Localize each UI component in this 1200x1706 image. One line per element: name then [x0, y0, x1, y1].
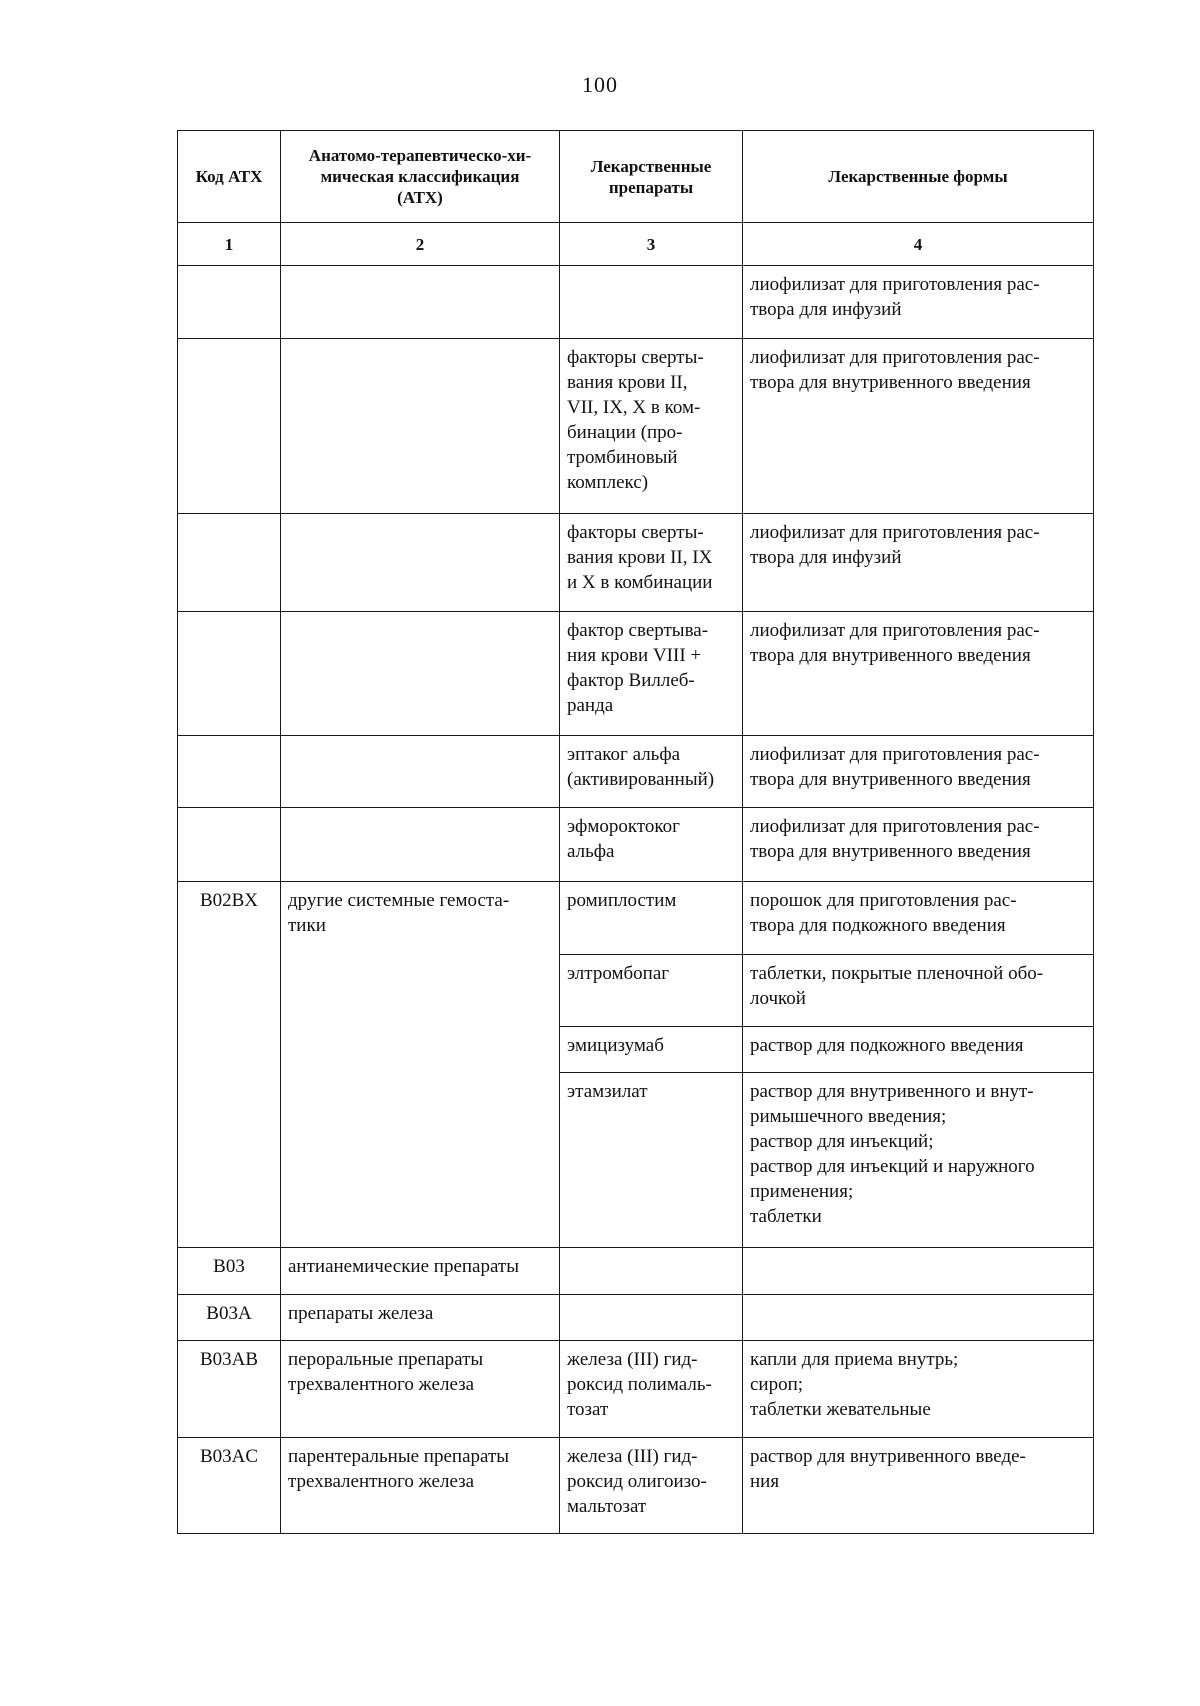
- header-drugs: Лекарственные препараты: [560, 131, 743, 223]
- header-forms: Лекарственные формы: [743, 131, 1094, 223]
- drug-cell: железа (III) гид- роксид олигоизо- мальтозат: [560, 1438, 743, 1534]
- forms-cell: порошок для приготовления рас- твора для подкожного введения: [743, 882, 1094, 955]
- page-number: 100: [582, 72, 618, 97]
- forms-cell: лиофилизат для приготовления рас- твора для внутривенного введения: [743, 808, 1094, 882]
- atx-code-cell: [178, 339, 281, 514]
- forms-cell: лиофилизат для приготовления рас- твора для внутривенного введения: [743, 736, 1094, 808]
- forms-cell: лиофилизат для приготовления рас- твора для внутривенного введения: [743, 612, 1094, 736]
- forms-cell: лиофилизат для приготовления рас- твора для внутривенного введения: [743, 339, 1094, 514]
- column-number-row: [178, 223, 1094, 266]
- table-row: [178, 882, 1094, 955]
- table-row: [178, 514, 1094, 612]
- column-number: 4: [743, 223, 1094, 266]
- drug-cell: элтромбопаг: [560, 955, 743, 1027]
- header-classification: Анатомо-терапевтическо-хи- мическая классификация (АТХ): [281, 131, 560, 223]
- header-row: [178, 131, 1094, 223]
- drug-cell: [560, 1248, 743, 1295]
- forms-cell: [743, 1248, 1094, 1295]
- classification-cell: [281, 266, 560, 339]
- atx-code-cell: B03A: [178, 1295, 281, 1341]
- table-row: [178, 1248, 1094, 1295]
- table-row: [178, 1341, 1094, 1438]
- forms-cell: капли для приема внутрь; сироп; таблетки жевательные: [743, 1341, 1094, 1438]
- classification-cell: пероральные препараты трехвалентного железа: [281, 1341, 560, 1438]
- atx-code-cell: [178, 736, 281, 808]
- drug-cell: [560, 1295, 743, 1341]
- atx-code-cell: [178, 514, 281, 612]
- classification-cell: другие системные гемоста- тики: [281, 882, 560, 1248]
- atx-code-cell: B02BX: [178, 882, 281, 1248]
- forms-cell: таблетки, покрытые пленочной обо- лочкой: [743, 955, 1094, 1027]
- table-row: [178, 266, 1094, 339]
- classification-cell: препараты железа: [281, 1295, 560, 1341]
- classification-cell: [281, 514, 560, 612]
- classification-cell: [281, 339, 560, 514]
- atx-table: [177, 130, 1094, 1534]
- table-row: [178, 736, 1094, 808]
- atx-code-cell: [178, 808, 281, 882]
- drug-cell: ромиплостим: [560, 882, 743, 955]
- drug-cell: факторы сверты- вания крови II, VII, IX, X в ком- бинации (про- тромбиновый комплекс): [560, 339, 743, 514]
- drug-cell: эптаког альфа (активированный): [560, 736, 743, 808]
- column-number: 3: [560, 223, 743, 266]
- atx-code-cell: B03AC: [178, 1438, 281, 1534]
- table-row: [178, 1295, 1094, 1341]
- classification-cell: антианемические препараты: [281, 1248, 560, 1295]
- table-row: [178, 1438, 1094, 1534]
- atx-code-cell: B03: [178, 1248, 281, 1295]
- classification-cell: [281, 612, 560, 736]
- drug-cell: эфмороктоког альфа: [560, 808, 743, 882]
- drug-cell: эмицизумаб: [560, 1027, 743, 1073]
- column-number: 2: [281, 223, 560, 266]
- drug-cell: фактор свертыва- ния крови VIII + фактор Виллеб- ранда: [560, 612, 743, 736]
- drug-cell: [560, 266, 743, 339]
- table-row: [178, 612, 1094, 736]
- classification-cell: парентеральные препараты трехвалентного железа: [281, 1438, 560, 1534]
- atx-code-cell: [178, 266, 281, 339]
- drug-cell: железа (III) гид- роксид полималь- тозат: [560, 1341, 743, 1438]
- forms-cell: раствор для внутривенного и внут- римышечного введения; раствор для инъекций; раствор для инъекций и наружного применения; таблетки: [743, 1073, 1094, 1248]
- drug-cell: этамзилат: [560, 1073, 743, 1248]
- forms-cell: лиофилизат для приготовления рас- твора для инфузий: [743, 514, 1094, 612]
- forms-cell: лиофилизат для приготовления рас- твора для инфузий: [743, 266, 1094, 339]
- forms-cell: [743, 1295, 1094, 1341]
- atx-code-cell: B03AB: [178, 1341, 281, 1438]
- classification-cell: [281, 808, 560, 882]
- column-number: 1: [178, 223, 281, 266]
- classification-cell: [281, 736, 560, 808]
- table-row: [178, 339, 1094, 514]
- header-code: Код АТХ: [178, 131, 281, 223]
- forms-cell: раствор для внутривенного введе- ния: [743, 1438, 1094, 1534]
- drug-cell: факторы сверты- вания крови II, IX и X в комбинации: [560, 514, 743, 612]
- table-row: [178, 808, 1094, 882]
- atx-code-cell: [178, 612, 281, 736]
- forms-cell: раствор для подкожного введения: [743, 1027, 1094, 1073]
